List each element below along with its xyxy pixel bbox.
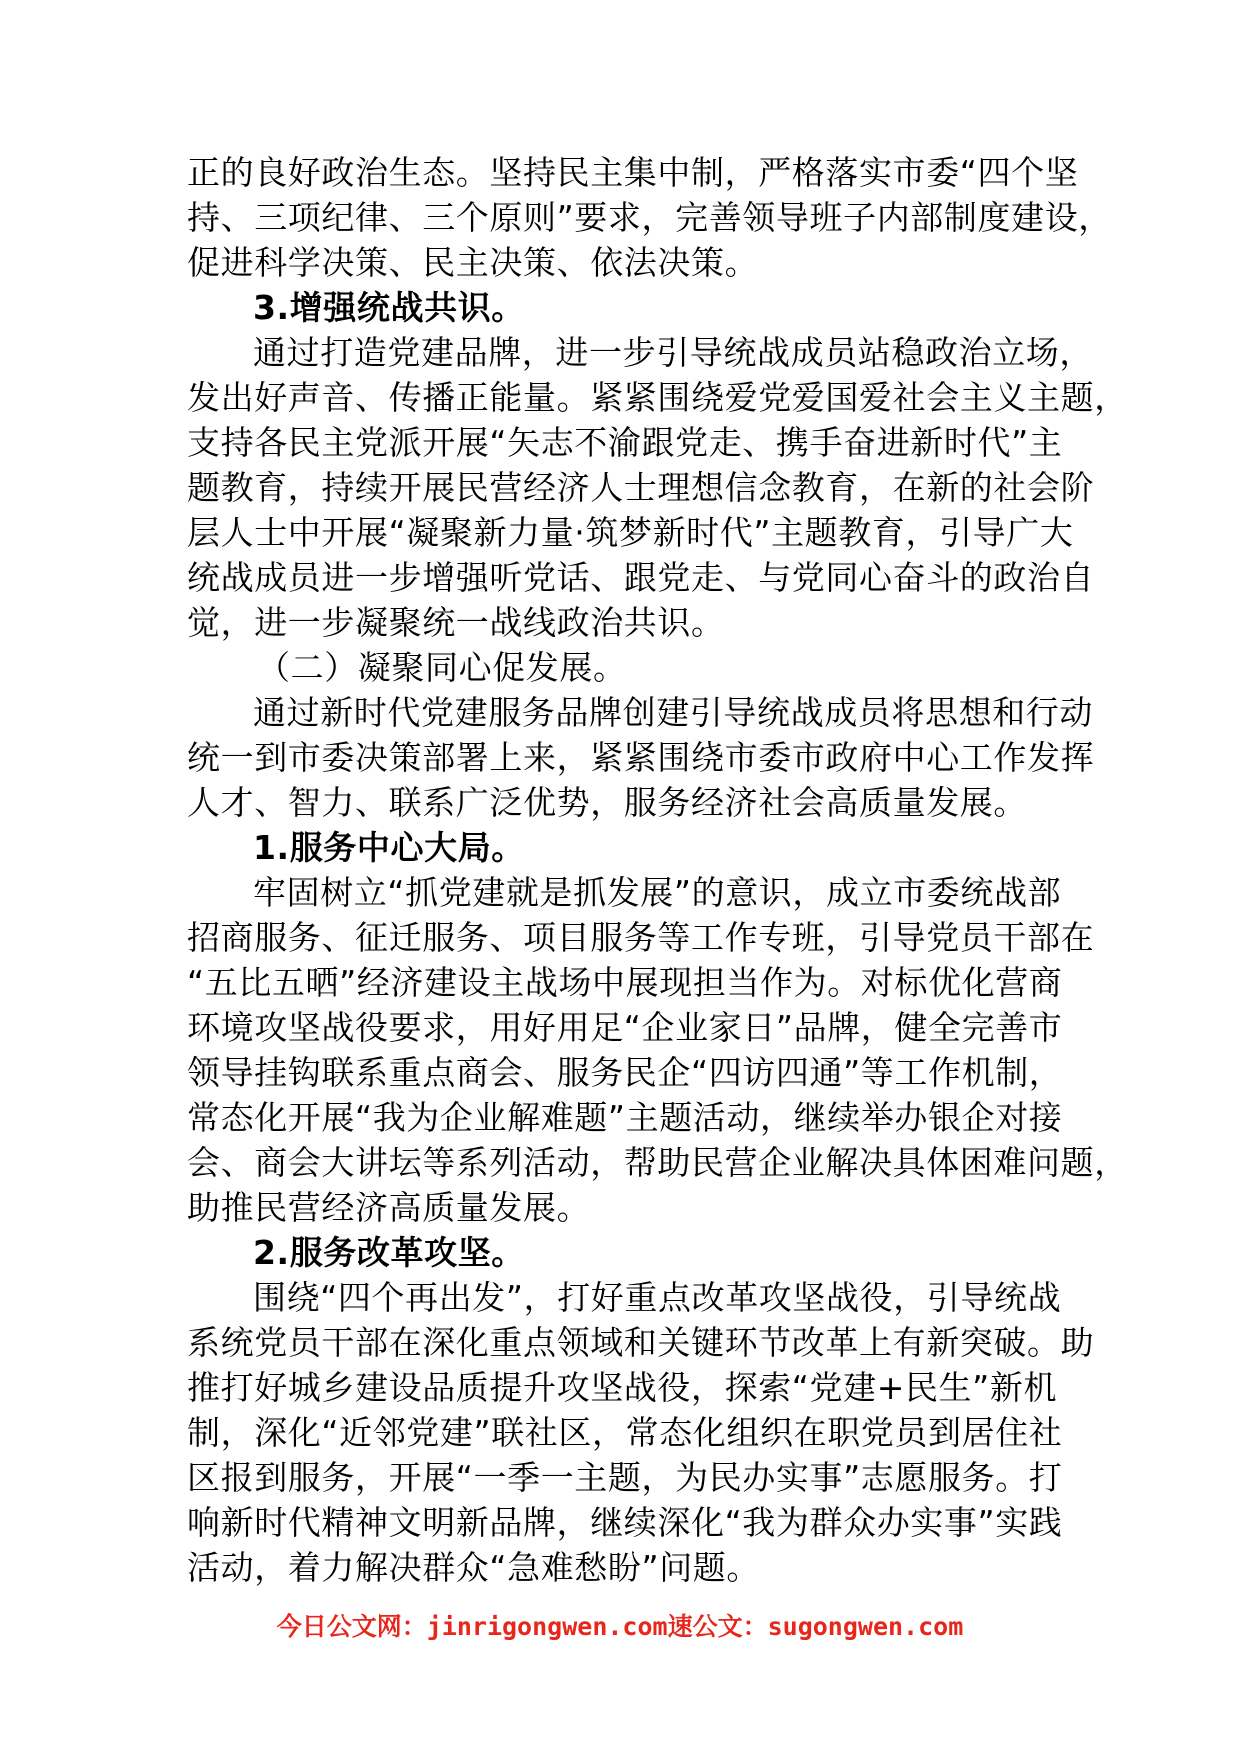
body-line: 领导挂钩联系重点商会、服务民企“四访四通”等工作机制， <box>187 1053 1063 1092</box>
paragraph-first-line: 通过打造党建品牌，进一步引导统战成员站稳政治立场， <box>253 333 1093 372</box>
body-line: 活动，着力解决群众“急难愁盼”问题。 <box>187 1548 760 1587</box>
paragraph-first-line: 牢固树立“抓党建就是抓发展”的意识，成立市委统战部 <box>253 873 1062 912</box>
body-line: 环境攻坚战役要求，用好用足“企业家日”品牌，健全完善市 <box>187 1008 1063 1047</box>
document-body <box>187 150 1128 1590</box>
body-line: 发出好声音、传播正能量。紧紧围绕爱党爱国爱社会主义主题， <box>187 378 1128 417</box>
body-line: 统战成员进一步增强听党话、跟党走、与党同心奋斗的政治自 <box>187 558 1095 597</box>
paragraph-first-line: 围绕“四个再出发”，打好重点改革攻坚战役，引导统战 <box>253 1278 1062 1317</box>
section-heading: 2.服务改革攻坚。 <box>253 1233 525 1272</box>
section-heading: 3.增强统战共识。 <box>253 288 525 327</box>
body-line: 常态化开展“我为企业解难题”主题活动，继续举办银企对接 <box>187 1098 1063 1137</box>
body-line: 正的良好政治生态。坚持民主集中制，严格落实市委“四个坚 <box>187 153 1079 192</box>
footer-label-2: 速公文： <box>667 1612 768 1641</box>
body-line: 促进科学决策、民主决策、依法决策。 <box>187 243 759 282</box>
body-line: 支持各民主党派开展“矢志不渝跟党走、携手奋进新时代”主 <box>187 423 1063 462</box>
body-line: 人才、智力、联系广泛优势，服务经济社会高质量发展。 <box>187 783 1027 822</box>
footer-label-1: 今日公文网： <box>276 1612 427 1641</box>
body-line: 统一到市委决策部署上来，紧紧围绕市委市政府中心工作发挥 <box>187 738 1095 777</box>
body-line: 会、商会大讲坛等系列活动，帮助民营企业解决具体困难问题， <box>187 1143 1128 1182</box>
body-line: 助推民营经济高质量发展。 <box>187 1188 591 1227</box>
body-line: 推打好城乡建设品质提升攻坚战役，探索“党建+民生”新机 <box>187 1368 1058 1407</box>
paragraph-first-line: 通过新时代党建服务品牌创建引导统战成员将思想和行动 <box>253 693 1093 732</box>
body-line: 题教育，持续开展民营经济人士理想信念教育，在新的社会阶 <box>187 468 1095 507</box>
body-line: 招商服务、征迁服务、项目服务等工作专班，引导党员干部在 <box>187 918 1095 957</box>
footer-link-1[interactable]: jinrigongwen.com <box>426 1612 668 1641</box>
body-line: 持、三项纪律、三个原则”要求，完善领导班子内部制度建设， <box>187 198 1112 237</box>
body-line: 觉，进一步凝聚统一战线政治共识。 <box>187 603 725 642</box>
footer-link-2[interactable]: sugongwen.com <box>767 1612 964 1641</box>
body-line: 区报到服务，开展“一季一主题，为民办实事”志愿服务。打 <box>187 1458 1063 1497</box>
body-line: 制，深化“近邻党建”联社区，常态化组织在职党员到居住社 <box>187 1413 1063 1452</box>
body-line: “五比五晒”经济建设主战场中展现担当作为。对标优化营商 <box>187 963 1063 1002</box>
body-line: 系统党员干部在深化重点领域和关键环节改革上有新突破。助 <box>187 1323 1095 1362</box>
footer-watermark <box>0 1607 1240 1643</box>
body-line: 响新时代精神文明新品牌，继续深化“我为群众办实事”实践 <box>187 1503 1063 1542</box>
subsection-heading: （二）凝聚同心促发展。 <box>257 648 627 687</box>
body-line: 层人士中开展“凝聚新力量·筑梦新时代”主题教育，引导广大 <box>187 513 1074 552</box>
section-heading: 1.服务中心大局。 <box>253 828 525 867</box>
